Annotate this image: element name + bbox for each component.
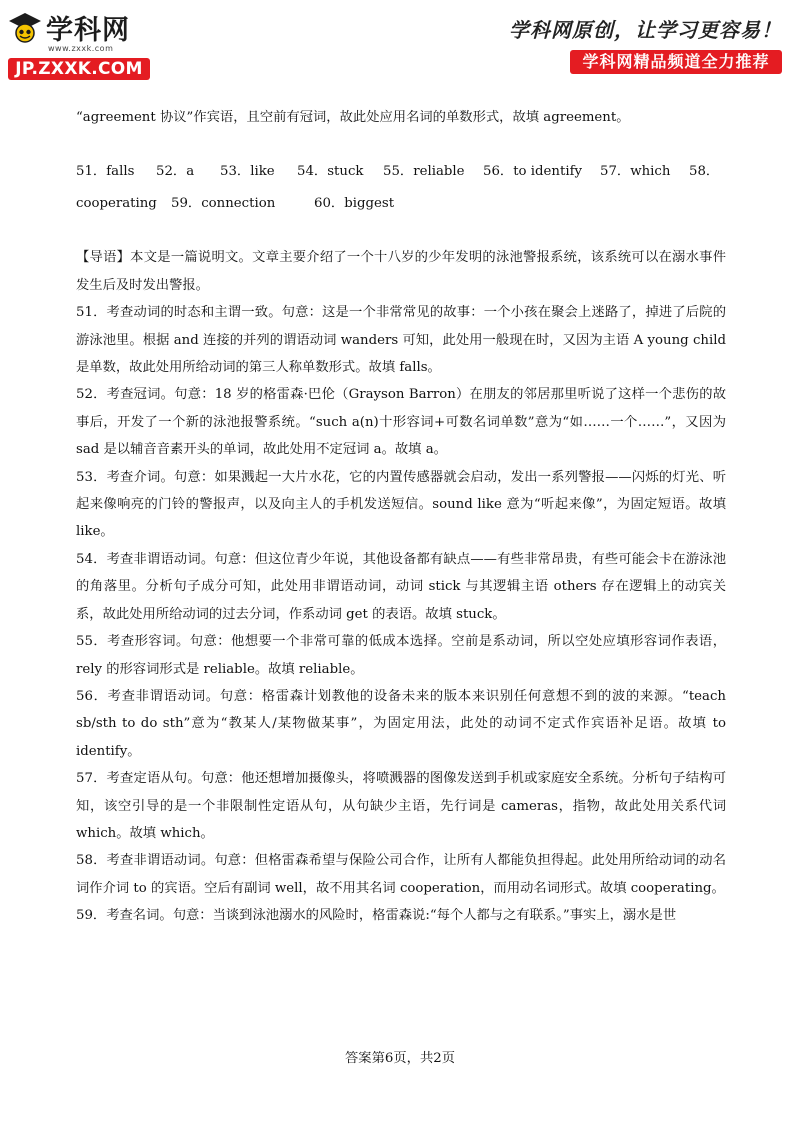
logo-url: www.zxxk.com [48,44,114,53]
answer-item: 51．falls [76,164,135,180]
answer-row [76,156,726,188]
logo-domain-badge: JP.ZXXK.COM [8,58,150,80]
explanation-57: 57．考查定语从句。句意：他还想增加摄像头，将喷溅器的图像发送到手机或家庭安全系统。分析句子结构可知，该空引导的是一个非限制性定语从句，从句缺少主语，先行词是 cameras，指物，故此处用关系代词 which。故填 which。 [76,771,726,841]
explanation-52: 52．考查冠词。句意：18 岁的格雷森·巴伦（Grayson Barron）在朋友的邻居那里听说了这样一个悲伤的故事后，开发了一个新的泳池报警系统。“such a(n)十形容词+可数名词单数”意为“如……一个……”，又因为 sad 是以辅音音素开头的单词，故此处用不定冠词 a。故填 a。 [76,387,726,458]
answer-item: 54．stuck [297,164,364,180]
site-logo [8,8,158,80]
answer-item: 58． [689,164,720,180]
explanation-53: 53．考查介词。句意：如果溅起一大片水花，它的内置传感器就会启动，发出一系列警报——闪烁的灯光、听起来像响亮的门铃的警报声，以及向主人的手机发送短信。sound like 意为“听起来像”，为固定短语。故填 like。 [76,469,726,540]
channel-badge: 学科网精品频道全力推荐 [570,50,782,74]
explanation-55: 55．考查形容词。句意：他想要一个非常可靠的低成本选择。空前是系动词，所以空处应填形容词作表语，rely 的形容词形式是 reliable。故填 reliable。 [76,634,726,677]
explanation-58: 58．考查非谓语动词。句意：但格雷森希望与保险公司合作，让所有人都能负担得起。此处用所给动词的动名词作介词 to 的宾语。空后有副词 well，故不用其名词 cooperation，而用动名词形式。故填 cooperating。 [76,853,726,896]
explanation-51: 51．考查动词的时态和主谓一致。句意：这是一个非常常见的故事：一个小孩在聚会上迷路了，掉进了后院的游泳池里。根据 and 连接的并列的谓语动词 wanders 可知，此处用一般现在时，又因为主语 A young child 是单数，故此处用所给动词的第三人称单数形式。故填 falls。 [76,305,726,376]
explanation-56: 56．考查非谓语动词。句意：格雷森计划教他的设备未来的版本来识别任何意想不到的波的来源。“teach sb/sth to do sth”意为“教某人/某物做某事”，为固定用法，此处的动词不定式作宾语补足语。故填 to identify。 [76,688,726,759]
answer-item: 53．like [220,164,275,180]
answer-key [76,156,726,220]
explanation-59: 59．考查名词。句意：当谈到泳池溺水的风险时，格雷森说:“每个人都与之有联系。”事实上，溺水是世 [76,908,677,924]
page-footer: 答案第6页，共2页 [345,1051,455,1066]
guide-paragraph: 【导语】本文是一篇说明文。文章主要介绍了一个十八岁的少年发明的泳池警报系统，该系统可以在溺水事件发生后及时发出警报。 [76,250,726,293]
explanation-54: 54．考查非谓语动词。句意：但这位青少年说，其他设备都有缺点——有些非常昂贵，有些可能会卡在游泳池的角落里。分析句子成分可知，此处用非谓语动词，动词 stick 与其逻辑主语 others 存在逻辑上的动宾关系，故此处用所给动词的过去分词，作系动词 get 的表语。故填 stuck。 [76,551,726,622]
answer-item: 56．to identify [483,164,583,180]
intro-line: “agreement 协议”作宾语，且空前有冠词，故此处应用名词的单数形式，故填 agreement。 [76,110,630,125]
answer-item: 55．reliable [383,164,465,180]
answer-item: 59．connection [171,196,276,212]
logo-name: 学科网 [46,14,130,46]
answer-item: cooperating [76,196,157,212]
site-slogan: 学科网原创，让学习更容易！ [509,18,782,42]
answer-item: 60．biggest [314,196,395,212]
graduation-cap-icon [8,10,42,44]
answer-item: 57．which [600,164,671,180]
answer-item: 52．a [156,164,195,180]
document-body [76,104,726,930]
answer-row [76,188,726,220]
